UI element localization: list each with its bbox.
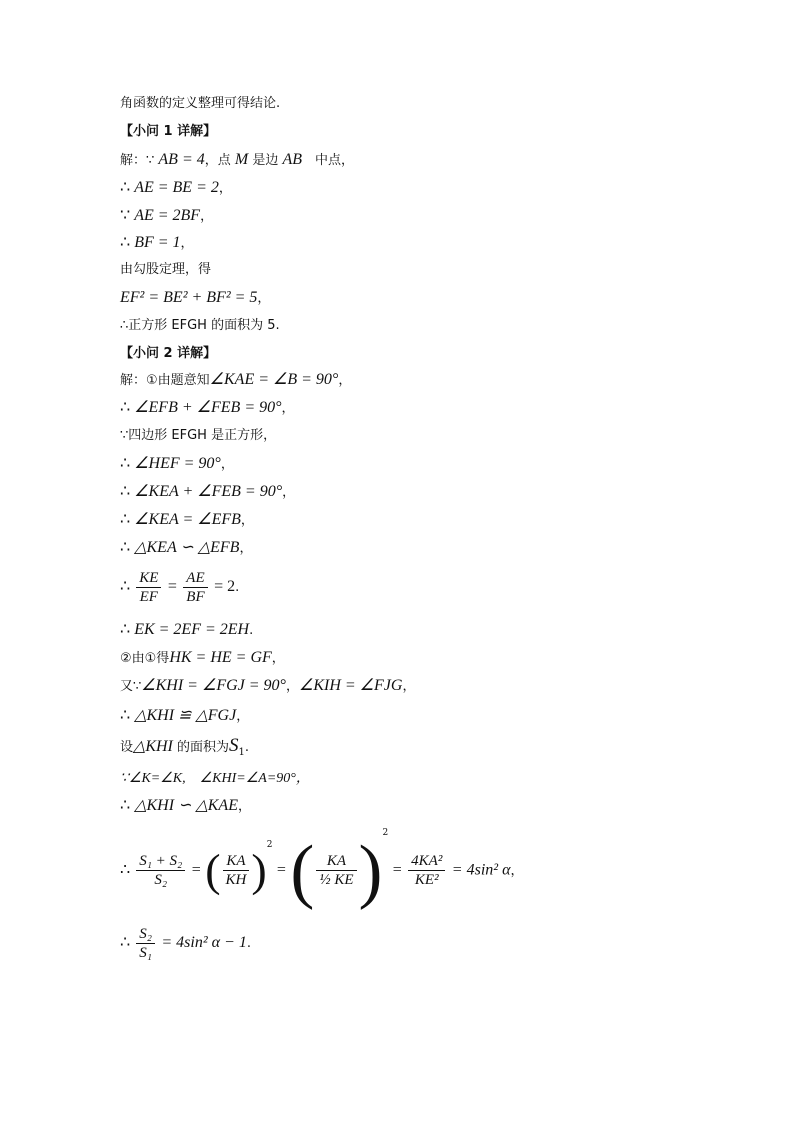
eq-efb-feb: ∠EFB + ∠FEB = 90°: [134, 399, 282, 416]
given-text-2: 是边: [248, 153, 283, 168]
eq-kea-efb: ∠KEA = ∠EFB: [134, 511, 241, 528]
subscript-1: 1: [238, 746, 245, 758]
step-ef-squared: EF² = BE² + BF² = 5，: [120, 289, 271, 306]
also-prefix: 又∵: [120, 679, 142, 694]
step-ae-2bf: ∵ AE = 2BF，: [120, 207, 214, 224]
triangle-khi: △KHI: [133, 738, 173, 755]
step-kea-feb: ∴ ∠KEA + ∠FEB = 90°，: [120, 483, 296, 500]
eq-similar-1: △KEA ∽ △EFB: [134, 539, 240, 556]
eq-common-angle: ∵∠K=∠K, ∠KHI=∠A=90°，: [120, 771, 310, 786]
given-m: M: [234, 151, 249, 168]
eq-ae-be: AE = BE = 2: [134, 179, 219, 196]
fraction-4ka2-ke2: $\frac{\text{4KA²}}{\text{KE²}}$: [408, 852, 445, 889]
eq-kea-feb: ∠KEA + ∠FEB = 90°: [134, 483, 283, 500]
step-common-angle: [120, 768, 310, 789]
eq-final: = 4sin² α − 1: [161, 934, 247, 951]
step-area-s1: 设△KHI 的面积为$S_1$.: [120, 735, 250, 758]
eq-ef-squared: EF² = BE² + BF² = 5: [120, 289, 258, 306]
fraction-s-sum: $\frac{\text{S₁ + S₂}}{\text{S₂}}$: [136, 852, 185, 889]
step-similar-2: ∴ △KHI ∽ △KAE，: [120, 797, 251, 814]
fraction-ka-half-ke: $\frac{KA}{\text{½ KE}}$: [316, 852, 356, 889]
step-hef: ∴ ∠HEF = 90°，: [120, 455, 234, 472]
fraction-ae-bf: $\frac{AE}{BF}$: [183, 569, 207, 606]
step-kea-efb: ∴ ∠KEA = ∠EFB，: [120, 511, 254, 528]
step-similar-1: ∴ △KEA ∽ △EFB，: [120, 539, 253, 556]
hk-prefix: ②由①得: [120, 651, 170, 666]
step-ae-be: ∴ AE = BE = 2，: [120, 179, 232, 196]
square-area-line: ∴正方形 EFGH 的面积为 5.: [120, 318, 280, 333]
fraction-s2-s1: $\frac{\text{S₂}}{\text{S₁}}$: [136, 925, 155, 962]
intro-line: 角函数的定义整理可得结论.: [120, 96, 281, 111]
step-congruent: ∴ △KHI ≌ △FGJ，: [120, 707, 250, 724]
given-text-1: ，点: [204, 153, 235, 168]
eq-bf: BF = 1: [134, 234, 181, 251]
eq-congruent: △KHI ≌ △FGJ: [134, 707, 237, 724]
fraction-ka-kh: $\frac{KA}{KH}$: [223, 852, 250, 889]
given-line: [120, 150, 354, 171]
let-prefix: 设: [120, 740, 134, 755]
eq-khi-fgj: ∠KHI = ∠FGJ = 90°: [141, 677, 286, 694]
eq-ae-2bf: AE = 2BF: [134, 207, 201, 224]
section-heading-2: 【小问 2 详解】: [120, 346, 217, 361]
eq-hef: ∠HEF = 90°: [134, 455, 221, 472]
eq-angles-90: ∠KAE = ∠B = 90°: [209, 371, 339, 388]
eq-ek: EK = 2EF = 2EH: [134, 621, 250, 638]
step-area-ratio: ∴ $\frac{\text{S₁ + S₂}}{\text{S₂}}$ = ( $\frac{KA}{KH}$ )$^2$ = ( $\frac{KA}{\text{½ KE}}$ )$^2$ = $\frac{\text{4KA²}}{\text{KE²}}$ = 4sin² α，: [120, 828, 524, 911]
eq-4sin2: = 4sin² α: [451, 861, 511, 879]
square-given-line: ∵四边形 EFGH 是正方形，: [120, 428, 277, 443]
step-bf: ∴ BF = 1，: [120, 234, 194, 251]
step-angles-equal: 又∵∠KHI = ∠FGJ = 90°，∠KIH = ∠FJG，: [120, 677, 416, 694]
given-ab: AB = 4: [158, 151, 205, 168]
given-ab-2: AB: [282, 151, 303, 168]
given-text-3: 中点，: [302, 153, 355, 168]
section-heading-1: 【小问 1 详解】: [120, 124, 217, 139]
step-efb-feb: ∴ ∠EFB + ∠FEB = 90°，: [120, 399, 295, 416]
area-text: 的面积为: [172, 740, 230, 755]
step-hk: ②由①得HK = HE = GF，: [120, 649, 285, 666]
angles-prefix: 解：①由题意知: [120, 373, 210, 388]
fraction-ke-ef: $\frac{KE}{EF}$: [136, 569, 161, 606]
pythagoras-line: 由勾股定理，得: [120, 262, 212, 277]
step-ratio: ∴ $\frac{KE}{EF}$ = $\frac{AE}{BF}$ = 2.: [120, 569, 240, 605]
step-ek: ∴ EK = 2EF = 2EH.: [120, 621, 254, 638]
ratio-result: = 2: [214, 578, 236, 595]
eq-kih-fjg: ∠KIH = ∠FJG: [298, 677, 403, 694]
given-prefix: 解：∵: [120, 153, 159, 168]
eq-similar-2: △KHI ∽ △KAE: [134, 797, 238, 814]
step-final: ∴ $\frac{\text{S₂}}{\text{S₁}}$ = 4sin² α − 1.: [120, 925, 251, 961]
symbol-s: S: [229, 735, 239, 756]
step-angles-90: 解：①由题意知∠KAE = ∠B = 90°，: [120, 371, 352, 388]
eq-hk: HK = HE = GF: [169, 649, 272, 666]
